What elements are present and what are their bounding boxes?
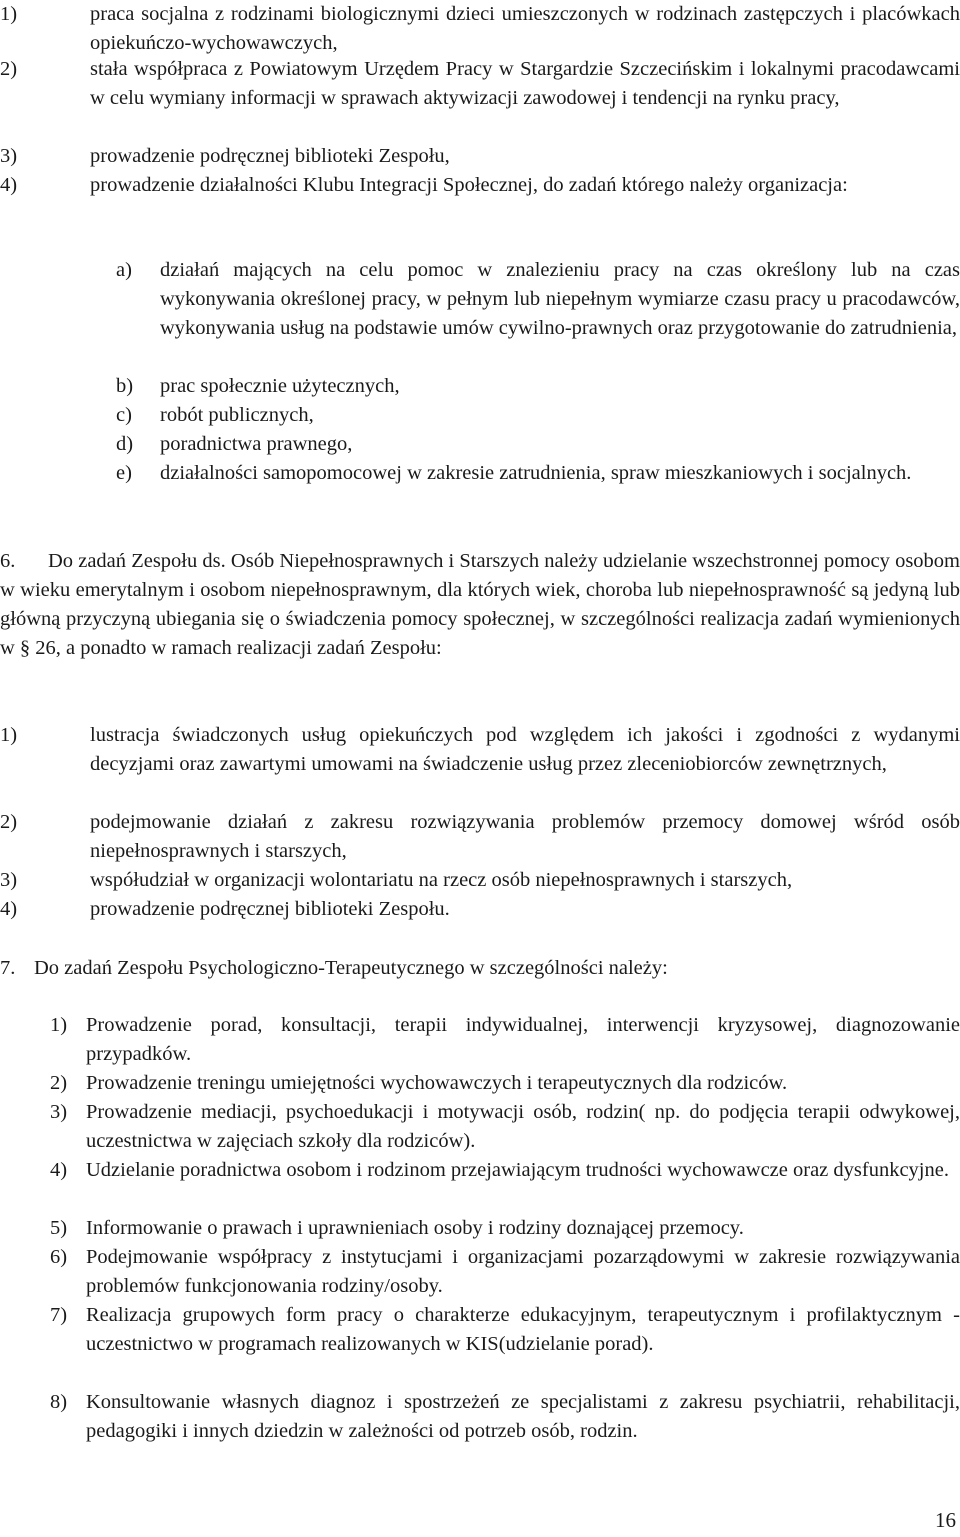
sub-list-item: [0, 256, 960, 343]
section-number: 7.: [0, 957, 16, 979]
list-item: [0, 1156, 960, 1185]
item-letter: e): [116, 462, 132, 484]
item-text: Konsultowanie własnych diagnoz i spostrzeżeń ze specjalistami z zakresu psychiatrii, rehabilitacji, pedagogiki i innych dziedzin w zależności od potrzeb osób, rodzin.: [86, 1391, 960, 1442]
item-number: 2): [50, 1072, 68, 1094]
item-text: stała współpraca z Powiatowym Urzędem Pracy w Stargardzie Szczecińskim i lokalnymi pracodawcami w celu wymiany informacji w sprawach aktywizacji zawodowej i tendencji na rynku pracy,: [90, 58, 960, 109]
item-text: prowadzenie działalności Klubu Integracji Społecznej, do zadań którego należy organizacja:: [90, 174, 848, 196]
item-letter: b): [116, 375, 134, 397]
section-6: [0, 547, 960, 663]
item-text: prac społecznie użytecznych,: [160, 375, 400, 397]
sub-list-item: [0, 459, 960, 488]
item-text: działań mających na celu pomoc w znalezieniu pracy na czas określony lub na czas wykonywania określonej pracy, w pełnym lub niepełnym wymiarze czasu pracy u pracodawców, wykonywania usług na podstawie umów cywilno-prawnych oraz przygotowanie do zatrudnienia,: [160, 259, 960, 339]
item-text: współudział w organizacji wolontariatu na rzecz osób niepełnosprawnych i starszych,: [90, 869, 793, 891]
item-number: 8): [50, 1391, 68, 1413]
item-text: lustracja świadczonych usług opiekuńczych pod względem ich jakości i zgodności z wydanymi decyzjami oraz zawartymi umowami na świadczenie usług przez zleceniobiorców zewnętrznych,: [90, 724, 960, 775]
list-item: [0, 55, 960, 113]
list-item: [0, 1243, 960, 1301]
section-text: Do zadań Zespołu Psychologiczno-Terapeutycznego w szczególności należy:: [34, 957, 668, 979]
item-number: 4): [50, 1159, 68, 1181]
item-number: 2): [0, 58, 18, 80]
item-number: 3): [0, 145, 18, 167]
list-item: [0, 1011, 960, 1069]
list-item: [0, 808, 960, 866]
item-letter: c): [116, 404, 132, 426]
list-item: [0, 0, 960, 58]
sub-list-item: [0, 372, 960, 401]
list-item: [0, 721, 960, 779]
sub-list-item: [0, 401, 960, 430]
item-number: 4): [0, 174, 18, 196]
list-item: [0, 142, 960, 171]
item-number: 6): [50, 1246, 68, 1268]
item-letter: d): [116, 433, 134, 455]
item-number: 1): [0, 724, 18, 746]
item-text: działalności samopomocowej w zakresie zatrudnienia, spraw mieszkaniowych i socjalnych.: [160, 462, 912, 484]
item-text: poradnictwa prawnego,: [160, 433, 353, 455]
item-text: Podejmowanie współpracy z instytucjami i organizacjami pozarządowymi w zakresie rozwiązywania problemów funkcjonowania rodziny/osoby.: [86, 1246, 960, 1297]
list-item: [0, 1098, 960, 1156]
list-item: [0, 1214, 960, 1243]
section-number: 6.: [0, 550, 16, 572]
item-text: Udzielanie poradnictwa osobom i rodzinom przejawiającym trudności wychowawcze oraz dysfunkcyjne.: [86, 1159, 949, 1181]
list-item: [0, 1301, 960, 1359]
list-item: [0, 866, 960, 895]
item-text: Prowadzenie mediacji, psychoedukacji i motywacji osób, rodzin( np. do podjęcia terapii odwykowej, uczestnictwa w zajęciach szkoły dla rodziców).: [86, 1101, 960, 1152]
item-text: prowadzenie podręcznej biblioteki Zespołu,: [90, 145, 450, 167]
item-text: Informowanie o prawach i uprawnieniach osoby i rodziny doznającej przemocy.: [86, 1217, 744, 1239]
item-text: Realizacja grupowych form pracy o charakterze edukacyjnym, terapeutycznym i profilaktycznym - uczestnictwo w programach realizowanych w KIS(udzielanie porad).: [86, 1304, 960, 1355]
item-number: 1): [0, 3, 18, 25]
item-text: praca socjalna z rodzinami biologicznymi dzieci umieszczonych w rodzinach zastępczych i placówkach opiekuńczo-wychowawczych,: [90, 3, 960, 54]
page-number: 16: [935, 1508, 956, 1532]
item-number: 4): [0, 898, 18, 920]
item-text: Prowadzenie porad, konsultacji, terapii indywidualnej, interwencji kryzysowej, diagnozowanie przypadków.: [86, 1014, 960, 1065]
section-7: [0, 954, 960, 983]
item-text: prowadzenie podręcznej biblioteki Zespołu.: [90, 898, 450, 920]
item-letter: a): [116, 259, 132, 281]
item-number: 3): [0, 869, 18, 891]
item-text: podejmowanie działań z zakresu rozwiązywania problemów przemocy domowej wśród osób niepełnosprawnych i starszych,: [90, 811, 960, 862]
item-number: 3): [50, 1101, 68, 1123]
sub-list-item: [0, 430, 960, 459]
item-text: robót publicznych,: [160, 404, 314, 426]
item-number: 2): [0, 811, 18, 833]
item-number: 1): [50, 1014, 68, 1036]
item-number: 5): [50, 1217, 68, 1239]
list-item: [0, 895, 960, 924]
list-item: [0, 1069, 960, 1098]
list-item: [0, 1388, 960, 1446]
item-number: 7): [50, 1304, 68, 1326]
section-text: Do zadań Zespołu ds. Osób Niepełnosprawnych i Starszych należy udzielanie wszechstronnej pomocy osobom w wieku emerytalnym i osobom niepełnosprawnym, dla których wiek, choroba lub niepełnosprawność są jedyną lub główną przyczyną ubiegania się o świadczenia pomocy społecznej, w szczególności realizacja zadań wymienionych w § 26, a ponadto w ramach realizacji zadań Zespołu:: [0, 550, 960, 659]
item-text: Prowadzenie treningu umiejętności wychowawczych i terapeutycznych dla rodziców.: [86, 1072, 788, 1094]
list-item: [0, 171, 960, 200]
